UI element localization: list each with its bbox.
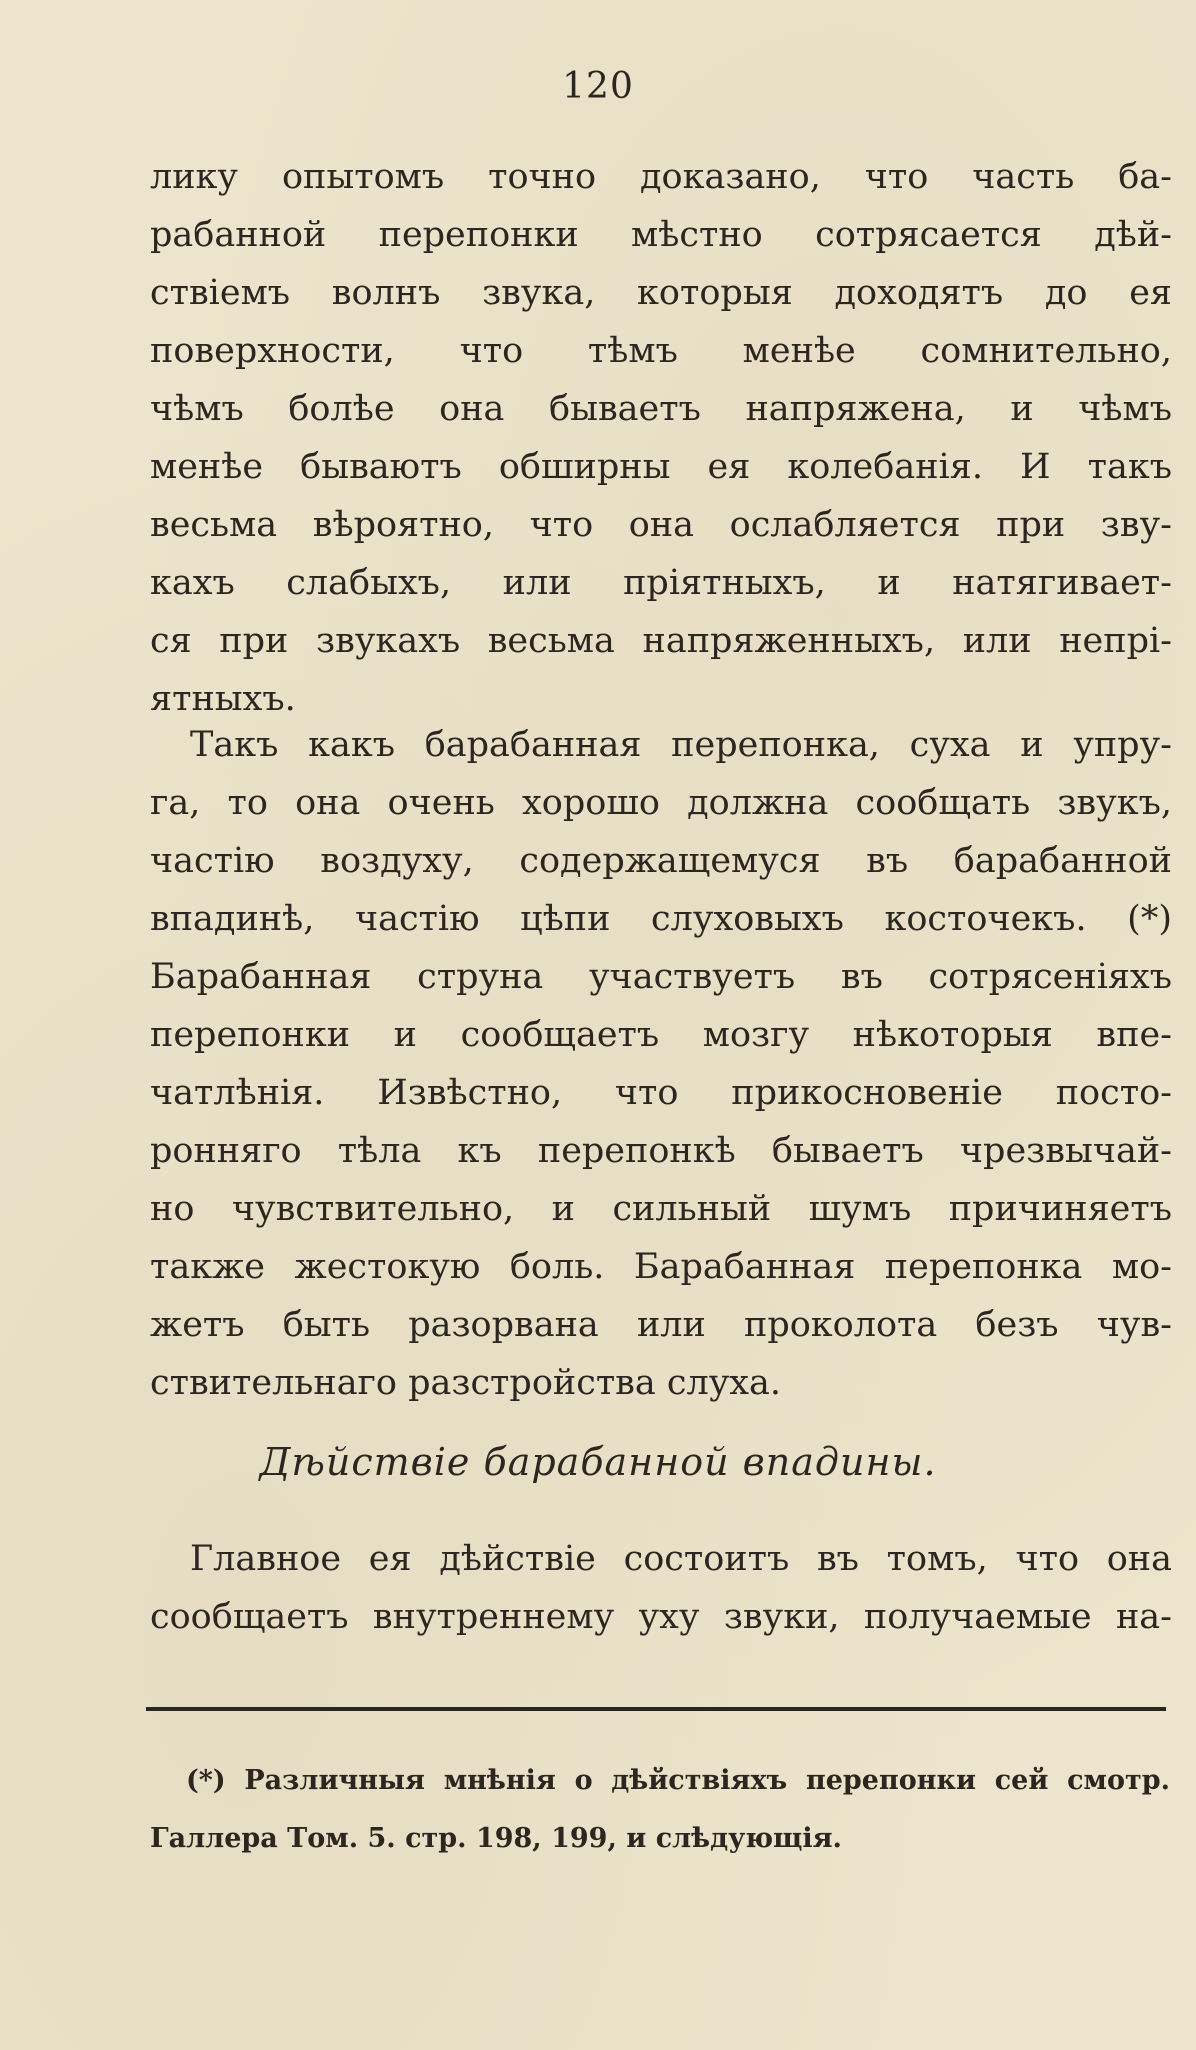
text-line: Барабанная струна участвуетъ въ сотрясеніяхъ: [150, 957, 1172, 997]
footnote: [150, 1752, 1170, 1868]
text-line: сообщаетъ внутреннему уху звуки, получаемые на-: [150, 1597, 1172, 1637]
paragraph-1: [150, 148, 1172, 728]
text-line: перепонки и сообщаетъ мозгу нѣкоторыя впе-: [150, 1015, 1172, 1055]
text-line: также жестокую боль. Барабанная перепонка мо-: [150, 1247, 1172, 1287]
footnote-line: (*) Различныя мнѣнія о дѣйствіяхъ перепонки сей смотр.: [186, 1765, 1170, 1796]
text-line: но чувствительно, и сильный шумъ причиняетъ: [150, 1189, 1172, 1229]
text-line: ствительнаго разстройства слуха.: [150, 1363, 782, 1403]
text-line: чатлѣнія. Извѣстно, что прикосновеніе посто-: [150, 1073, 1172, 1113]
footnote-line: Галлера Том. 5. стр. 198, 199, и слѣдующія.: [150, 1823, 842, 1854]
text-line: впадинѣ, частію цѣпи слуховыхъ косточекъ. (*): [150, 899, 1172, 939]
text-line: весьма вѣроятно, что она ослабляется при зву-: [150, 505, 1172, 545]
text-line: ся при звукахъ весьма напряженныхъ, или непрі-: [150, 621, 1172, 661]
text-line: га, то она очень хорошо должна сообщать звукъ,: [150, 783, 1172, 823]
text-line: Главное ея дѣйствіе состоитъ въ томъ, что она: [190, 1539, 1172, 1579]
text-line: лику опытомъ точно доказано, что часть ба-: [150, 157, 1172, 197]
text-line: жетъ быть разорвана или проколота безъ чув-: [150, 1305, 1172, 1345]
text-line: кахъ слабыхъ, или пріятныхъ, и натягивает-: [150, 563, 1172, 603]
section-heading: Дѣйствіе барабанной впадины.: [259, 1440, 937, 1484]
text-line: чѣмъ болѣе она бываетъ напряжена, и чѣмъ: [150, 389, 1172, 429]
page-number: 120: [562, 66, 634, 107]
paragraph-3: [150, 1530, 1172, 1646]
text-line: ствіемъ волнъ звука, которыя доходятъ до ея: [150, 273, 1172, 313]
text-line: поверхности, что тѣмъ менѣе сомнительно,: [150, 331, 1172, 371]
text-line: Такъ какъ барабанная перепонка, суха и упру-: [190, 725, 1172, 765]
text-line: менѣе бываютъ обширны ея колебанія. И такъ: [150, 447, 1172, 487]
text-line: частію воздуху, содержащемуся въ барабанной: [150, 841, 1172, 881]
text-line: рабанной перепонки мѣстно сотрясается дѣй-: [150, 215, 1172, 255]
footnote-divider: [146, 1707, 1166, 1711]
text-line: ятныхъ.: [150, 679, 296, 719]
paragraph-2: [150, 716, 1172, 1412]
text-line: ронняго тѣла къ перепонкѣ бываетъ чрезвычай-: [150, 1131, 1172, 1171]
